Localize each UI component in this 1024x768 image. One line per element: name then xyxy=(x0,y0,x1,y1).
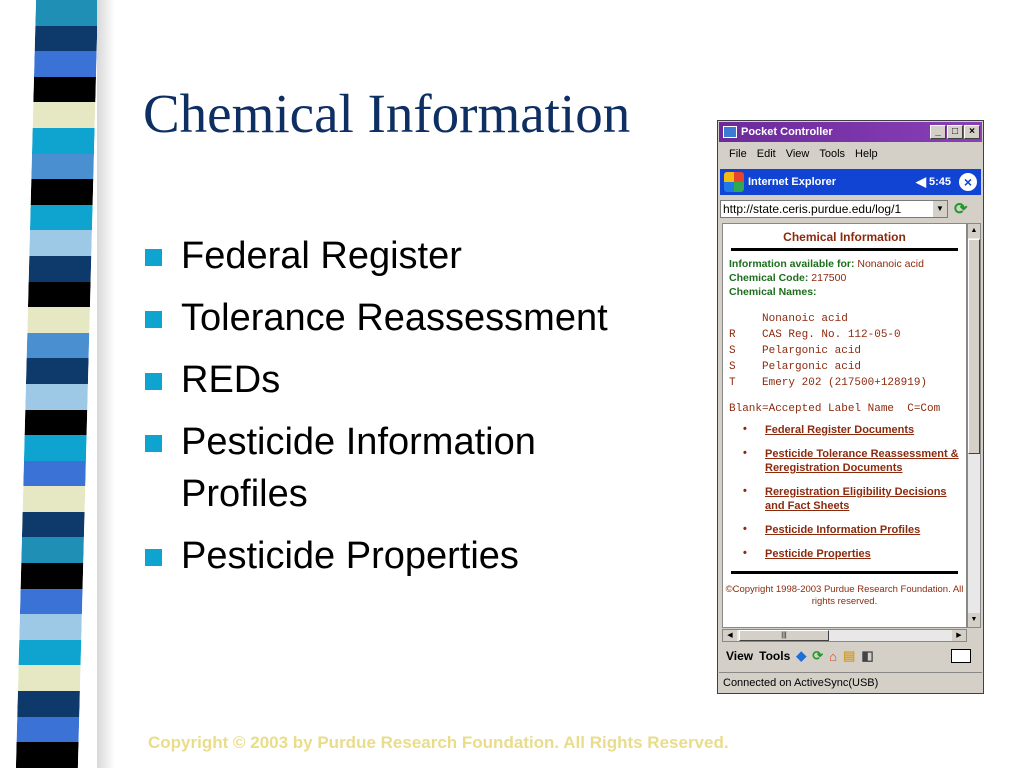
maximize-button[interactable]: □ xyxy=(947,125,963,139)
chemical-code-label: Chemical Code: xyxy=(729,272,809,284)
pocket-controller-window xyxy=(717,120,984,694)
list-item xyxy=(723,485,966,513)
bullet-item xyxy=(143,292,643,344)
bullet-list xyxy=(143,230,643,592)
start-icon[interactable] xyxy=(724,172,744,192)
menu-view[interactable]: View xyxy=(785,148,810,160)
list-item xyxy=(723,447,966,475)
chemical-names-label: Chemical Names: xyxy=(729,286,817,298)
bullet-item xyxy=(143,416,643,520)
stripe-band xyxy=(23,486,86,512)
stripe-band xyxy=(32,128,95,154)
stripe-band xyxy=(29,230,92,256)
tools-menu[interactable]: Tools xyxy=(759,649,791,663)
back-icon[interactable]: ◆ xyxy=(796,648,807,663)
app-icon xyxy=(723,126,737,138)
scroll-thumb[interactable] xyxy=(968,239,980,454)
stripe-shadow xyxy=(97,0,115,768)
window-buttons xyxy=(930,125,980,139)
ie-titlebar xyxy=(720,169,981,195)
stripe-band xyxy=(33,77,96,103)
stripe-band xyxy=(26,358,89,384)
history-icon[interactable]: ◧ xyxy=(861,648,874,663)
horizontal-scroll-thumb[interactable]: ||| xyxy=(739,630,829,641)
address-text: http://state.ceris.purdue.edu/log/1 xyxy=(723,202,902,216)
refresh-go-icon[interactable]: ⟳ xyxy=(954,201,968,218)
stripe-band xyxy=(34,51,97,77)
scroll-left-icon[interactable]: ◀ xyxy=(723,630,737,641)
bullet-label: Federal Register xyxy=(181,235,462,277)
bullet-square-icon xyxy=(145,249,162,266)
horizontal-scrollbar[interactable] xyxy=(722,629,967,642)
stripe-band xyxy=(31,154,94,180)
bullet-item xyxy=(143,354,643,406)
stripe-band xyxy=(30,205,93,231)
refresh-icon[interactable]: ⟳ xyxy=(812,648,824,663)
chemical-code-value: 217500 xyxy=(811,272,847,284)
menu-bar xyxy=(719,143,982,165)
stripe-band xyxy=(28,282,91,308)
ie-title: Internet Explorer xyxy=(748,176,837,188)
bullet-square-icon xyxy=(145,549,162,566)
menu-tools[interactable]: Tools xyxy=(819,148,846,160)
bullet-square-icon xyxy=(145,311,162,328)
view-menu[interactable]: View xyxy=(726,649,754,663)
stripe-band xyxy=(19,614,82,640)
chemical-names-list: Nonanoic acid R CAS Reg. No. 112-05-0 S Pelargonic acid S Pelargonic acid T Emery 202 (217500+128919) xyxy=(729,313,928,389)
speaker-icon[interactable]: ◀ xyxy=(915,174,926,189)
info-available-value: Nonanoic acid xyxy=(857,258,924,270)
name-legend: Blank=Accepted Label Name C=Com xyxy=(729,403,941,415)
status-bar: Connected on ActiveSync(USB) xyxy=(719,672,982,692)
menu-edit[interactable]: Edit xyxy=(756,148,776,160)
stripe-band xyxy=(35,0,98,26)
clock[interactable]: 5:45 xyxy=(928,176,951,188)
info-available-label: Information available for: xyxy=(729,258,855,270)
list-item xyxy=(723,523,966,537)
menu-help[interactable]: Help xyxy=(855,148,878,160)
stripe-band xyxy=(33,102,96,128)
stripe-band xyxy=(31,179,94,205)
stripe-band xyxy=(35,26,98,52)
footer-rule xyxy=(731,571,958,574)
link-pesticide-information-profiles[interactable]: Pesticide Information Profiles xyxy=(765,524,921,536)
minimize-button[interactable]: _ xyxy=(930,125,946,139)
stripe-band xyxy=(22,512,85,538)
link-list xyxy=(723,423,966,561)
bullet-label: Pesticide Properties xyxy=(181,535,519,577)
keyboard-icon[interactable] xyxy=(951,649,971,663)
bullet-item xyxy=(143,530,643,582)
stripe-band xyxy=(27,333,90,359)
close-icon[interactable]: × xyxy=(959,173,977,191)
stripe-band xyxy=(25,410,88,436)
bullet-dot-icon: • xyxy=(743,547,747,559)
stripe-band xyxy=(27,307,90,333)
bullet-item xyxy=(143,230,643,282)
stripe-band xyxy=(17,691,80,717)
link-pesticide-properties[interactable]: Pesticide Properties xyxy=(765,548,871,560)
stripe-band xyxy=(21,563,84,589)
info-block xyxy=(729,257,966,299)
bullet-dot-icon: • xyxy=(743,523,747,535)
window-title: Pocket Controller xyxy=(741,126,833,138)
link-federal-register[interactable]: Federal Register Documents xyxy=(765,424,915,436)
stripe-band xyxy=(17,717,80,743)
bullet-square-icon xyxy=(145,373,162,390)
address-input[interactable] xyxy=(720,200,948,218)
scroll-down-icon[interactable]: ▼ xyxy=(968,613,980,627)
scroll-right-icon[interactable]: ▶ xyxy=(952,630,966,641)
favorites-icon[interactable]: ▤ xyxy=(843,648,856,663)
page-footer: ©Copyright 1998-2003 Purdue Research Foundation. All rights reserved. xyxy=(725,584,964,607)
bullet-dot-icon: • xyxy=(743,423,747,435)
link-reregistration-eligibility[interactable]: Reregistration Eligibility Decisions and Fact Sheets xyxy=(765,486,947,512)
list-item xyxy=(723,423,966,437)
web-page-content xyxy=(722,223,967,628)
slide-title: Chemical Information xyxy=(143,83,631,144)
home-icon[interactable]: ⌂ xyxy=(829,648,838,664)
stripe-band xyxy=(16,742,79,768)
chevron-down-icon[interactable]: ▼ xyxy=(933,201,947,217)
bullet-square-icon xyxy=(145,435,162,452)
menu-file[interactable]: File xyxy=(729,148,747,160)
stripe-band xyxy=(19,640,82,666)
bullet-dot-icon: • xyxy=(743,447,747,459)
bullet-label: Tolerance Reassessment xyxy=(181,297,608,339)
decorative-stripe xyxy=(16,0,98,768)
bullet-label: REDs xyxy=(181,359,281,401)
window-titlebar[interactable] xyxy=(719,122,982,142)
bullet-label: Pesticide Information Profiles xyxy=(181,421,536,515)
stripe-band xyxy=(21,537,84,563)
stripe-band xyxy=(29,256,92,282)
vertical-scrollbar[interactable] xyxy=(967,223,981,628)
copyright-footer: Copyright © 2003 by Purdue Research Foundation. All Rights Reserved. xyxy=(148,733,729,752)
stripe-band xyxy=(18,665,81,691)
bullet-dot-icon: • xyxy=(743,485,747,497)
stripe-band xyxy=(24,435,87,461)
list-item xyxy=(723,547,966,561)
stripe-band xyxy=(23,461,86,487)
page-heading: Chemical Information xyxy=(783,230,906,244)
heading-rule xyxy=(731,248,958,251)
stripe-band xyxy=(20,589,83,615)
stripe-band xyxy=(25,384,88,410)
ie-toolbar xyxy=(720,645,981,667)
scroll-up-icon[interactable]: ▲ xyxy=(968,224,980,238)
link-tolerance-reassessment[interactable]: Pesticide Tolerance Reassessment & Reregistration Documents xyxy=(765,448,959,474)
address-row xyxy=(720,198,981,220)
close-button[interactable]: × xyxy=(964,125,980,139)
